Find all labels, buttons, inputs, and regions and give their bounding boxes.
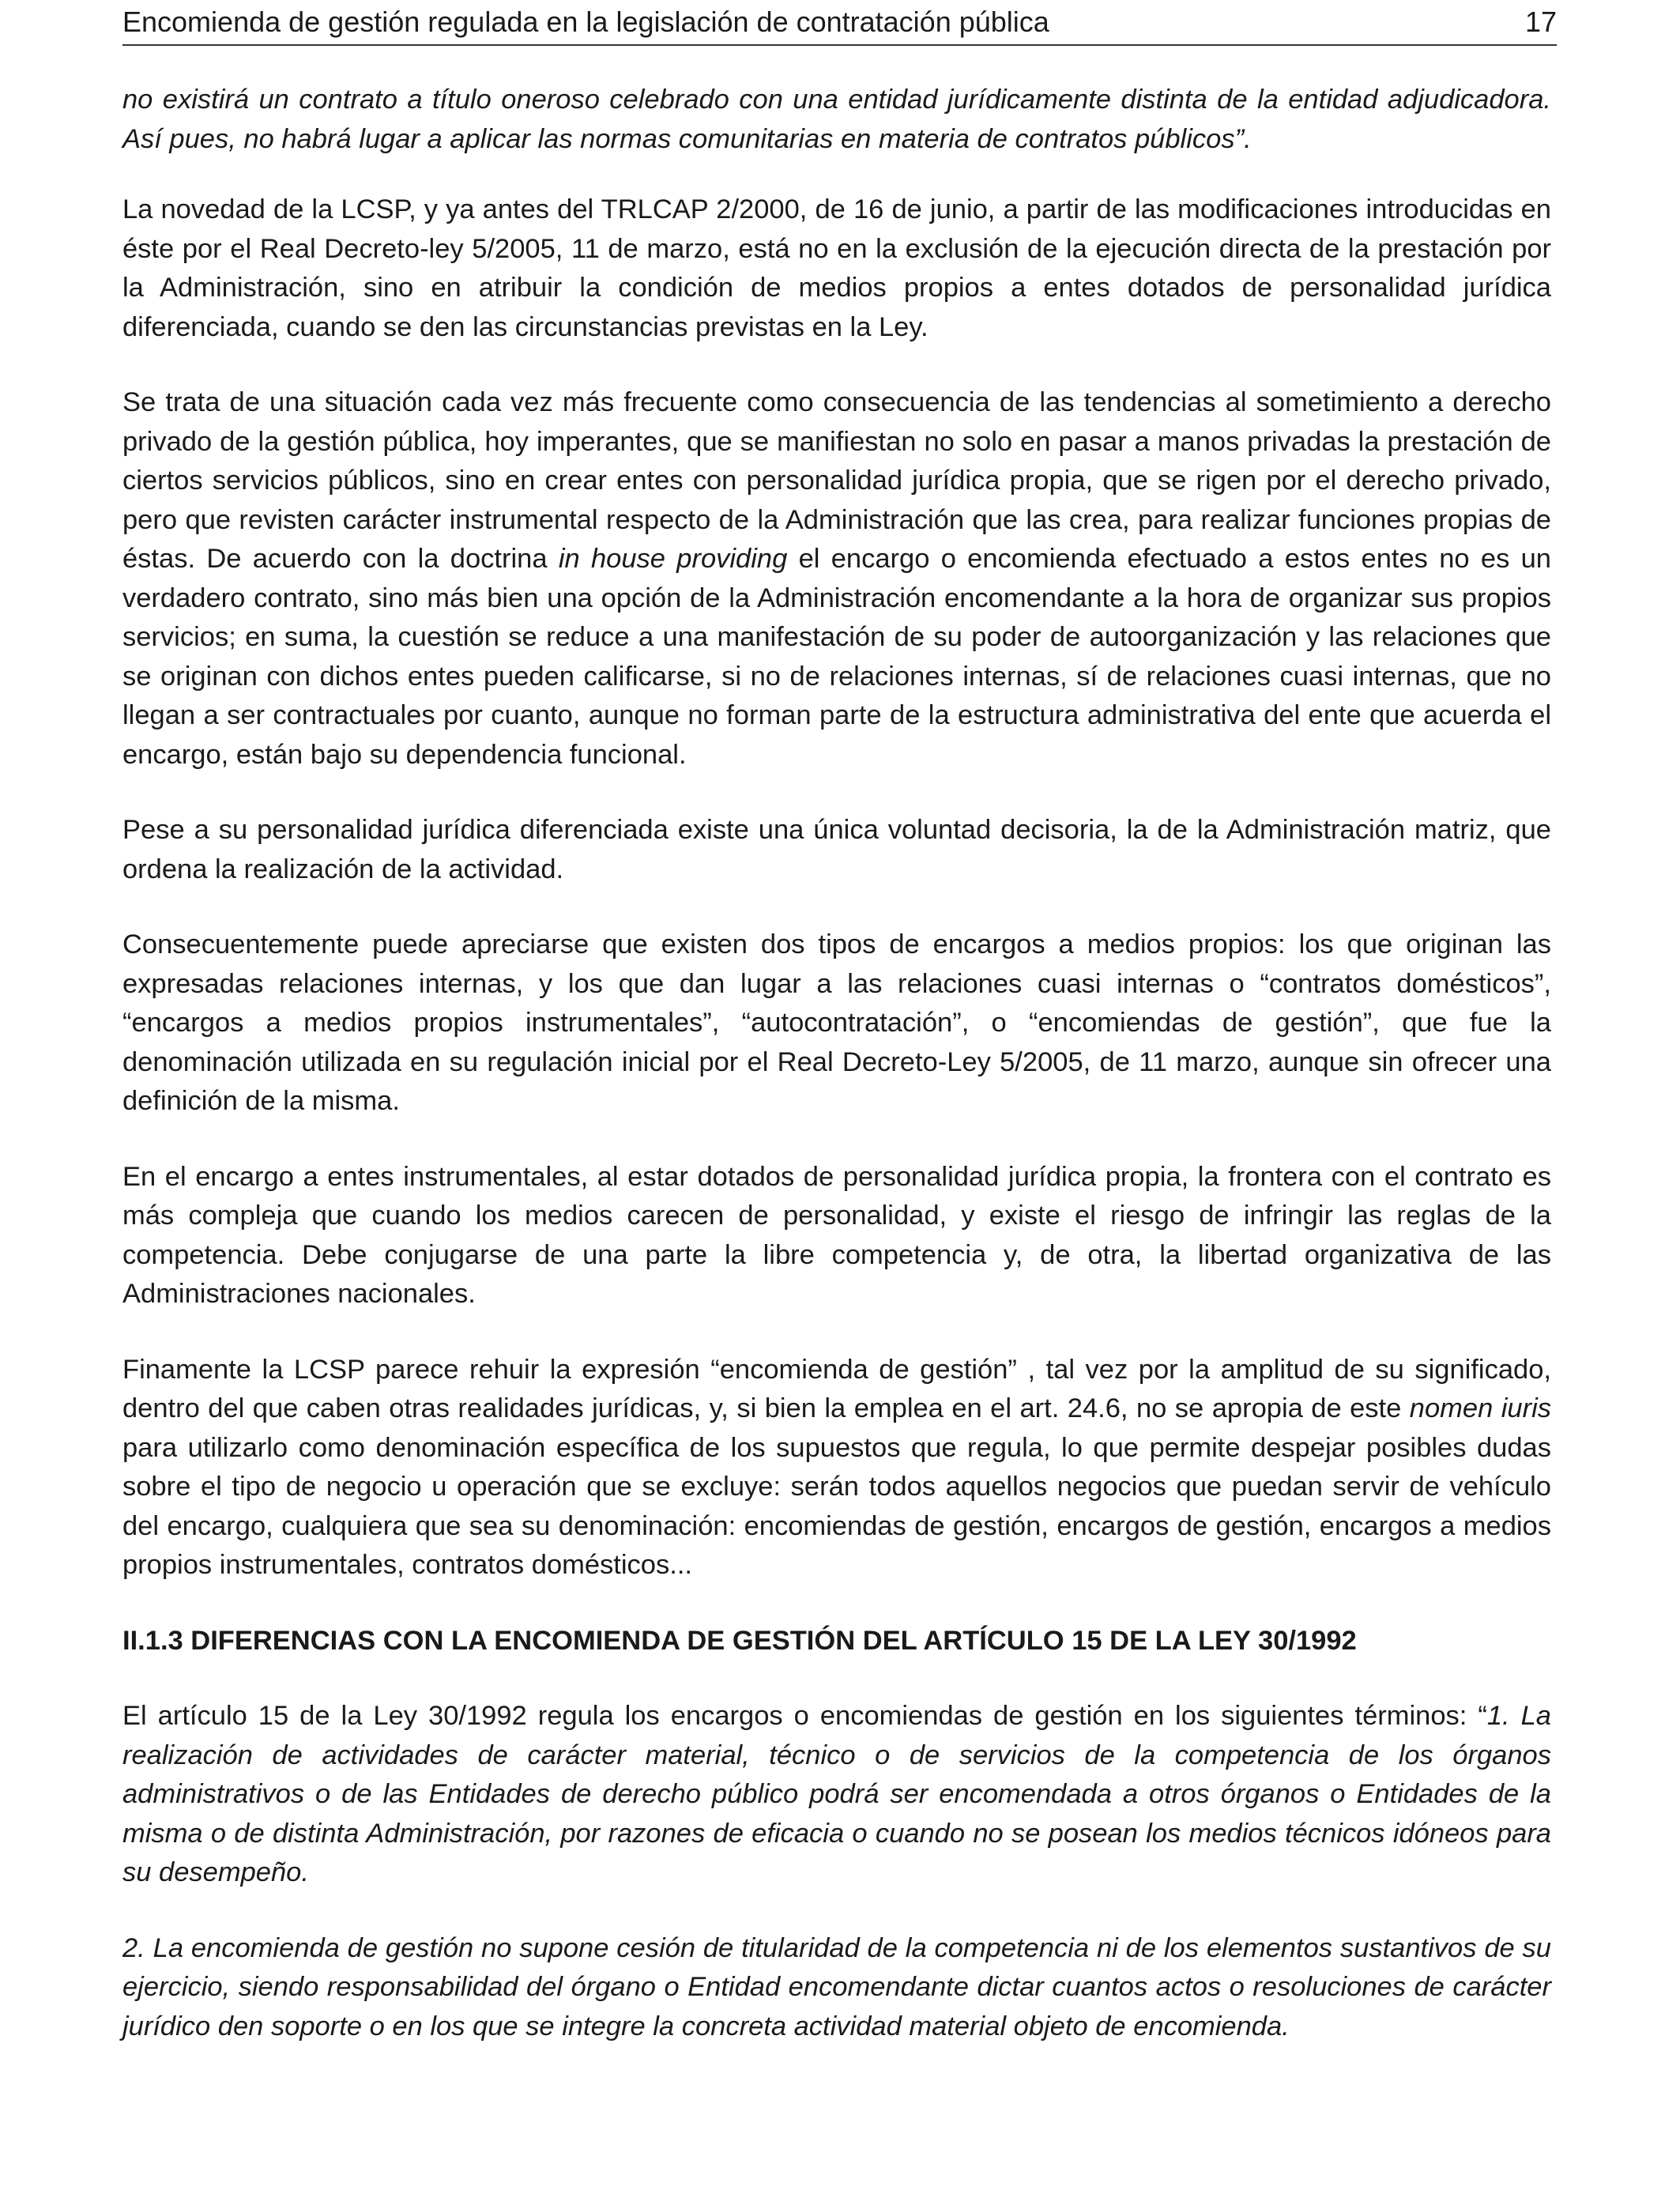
paragraph-text: Se trata de una situación cada vez más frecuente como consecuencia de las tendencias al sometimiento a derecho privado de la gestión pública, hoy imperantes, que se manifiestan no solo en pasar a manos privadas la prestación de ciertos servicios públicos, sino en crear entes con personalidad jurídica propia, que se rigen por el derecho privado, pero que revisten carácter instrumental respecto de la Administración que las crea, para realizar funciones propias de éstas. De acuerdo con la doctrina [122,387,1551,574]
section-heading: II.1.3 DIFERENCIAS CON LA ENCOMIENDA DE GESTIÓN DEL ARTÍCULO 15 DE LA LEY 30/1992 [122,1625,1357,1656]
page-number: 17 [1524,6,1557,38]
paragraph-two-types: Consecuentemente puede apreciarse que existen dos tipos de encargos a medios propios: los que originan las expresadas relaciones internas, y los que dan lugar a las relaciones cuasi internas o “contratos domésticos”, “encargos a medios propios instrumentales”, “autocontratación”, o “encomiendas de gestión”, que fue la denominación utilizada en su regulación inicial por el Real Decreto-Ley 5/2005, de 11 marzo, aunque sin ofrecer una definición de la misma. [122,929,1551,1116]
paragraph-text: para utilizarlo como denominación específica de los supuestos que regula, lo que permite despejar posibles dudas sobre el tipo de negocio u operación que se excluye: serán todos aquellos negocios que puedan servir de vehículo del encargo, cualquiera que sea su denominación: encomiendas de gestión, encargos de gestión, encargos a medios propios instrumentales, contratos domésticos... [122,1432,1551,1580]
document-body [122,81,1551,2046]
paragraph-article-15-point-2: 2. La encomienda de gestión no supone cesión de titularidad de la competencia ni de los elementos sustantivos de su ejercicio, siendo responsabilidad del órgano o Entidad encomendante dictar cuantos actos o resoluciones de carácter jurídico den soporte o en los que se integre la concreta actividad material objeto de encomienda. [122,1932,1551,2041]
paragraph-italic-quote: 1. La realización de actividades de carácter material, técnico o de servicios de la competencia de los órganos administrativos o de las Entidades de derecho público podrá ser encomendada a otros órganos o Entidades de la misma o de distinta Administración, por razones de eficacia o cuando no se posean los medios técnicos idóneos para su desempeño. [122,1701,1551,1887]
paragraph-nomen-iuris [122,1351,1551,1585]
paragraph-article-15 [122,1697,1551,1893]
running-header [122,0,1557,46]
paragraph-lcsp-novelty: La novedad de la LCSP, y ya antes del TRLCAP 2/2000, de 16 de junio, a partir de las modificaciones introducidas en éste por el Real Decreto-ley 5/2005, 11 de marzo, está no en la exclusión de la ejecución directa de la prestación por la Administración, sino en atribuir la condición de medios propios a entes dotados de personalidad jurídica diferenciada, cuando se den las circunstancias previstas en la Ley. [122,194,1551,342]
paragraph-in-house-providing [122,383,1551,775]
paragraph-text: El artículo 15 de la Ley 30/1992 regula los encargos o encomiendas de gestión en los siguientes términos: “ [122,1701,1487,1731]
paragraph-quote-continuation: no existirá un contrato a título oneroso celebrado con una entidad jurídicamente distinta de la entidad adjudicadora. Así pues, no habrá lugar a aplicar las normas comunitarias en materia de contratos públicos”. [122,85,1551,154]
paragraph-single-will: Pese a su personalidad jurídica diferenciada existe una única voluntad decisoria, la de la Administración matriz, que ordena la realización de la actividad. [122,815,1551,884]
header-title: Encomienda de gestión regulada en la legislación de contratación pública [122,6,1049,38]
paragraph-instrumental-entities: En el encargo a entes instrumentales, al estar dotados de personalidad jurídica propia, la frontera con el contrato es más compleja que cuando los medios carecen de personalidad, y existe el riesgo de infringir las reglas de la competencia. Debe conjugarse de una parte la libre competencia y, de otra, la libertad organizativa de las Administraciones nacionales. [122,1161,1551,1309]
paragraph-text: el encargo o encomienda efectuado a estos entes no es un verdadero contrato, sino más bien una opción de la Administración encomendante a la hora de organizar sus propios servicios; en suma, la cuestión se reduce a una manifestación de su poder de autoorganización y las relaciones que se originan con dichos entes pueden calificarse, si no de relaciones internas, sí de relaciones cuasi internas, que no llegan a ser contractuales por cuanto, aunque no forman parte de la estructura administrativa del ente que acuerda el encargo, están bajo su dependencia funcional. [122,544,1551,770]
paragraph-italic-term: nomen iuris [1409,1393,1551,1423]
paragraph-text: Finamente la LCSP parece rehuir la expresión “encomienda de gestión” , tal vez por la amplitud de su significado, dentro del que caben otras realidades jurídicas, y, si bien la emplea en el art. 24.6, no se apropia de este [122,1354,1551,1423]
paragraph-italic-term: in house providing [558,544,788,574]
